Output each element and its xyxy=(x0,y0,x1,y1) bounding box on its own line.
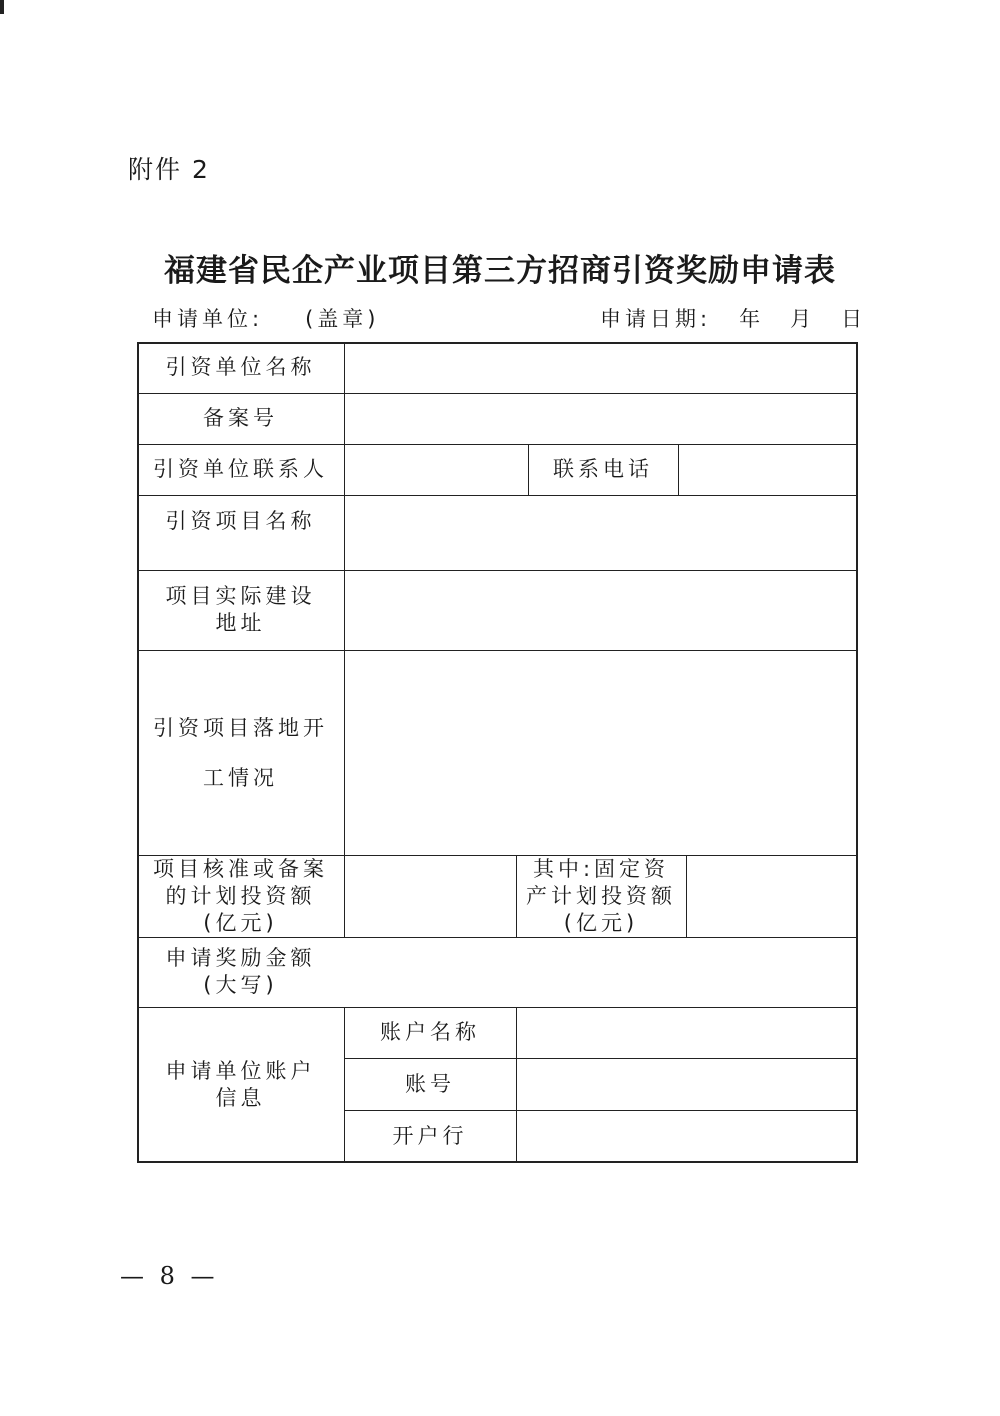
filing-no-field[interactable] xyxy=(344,393,858,444)
day-label: 日 xyxy=(841,307,867,331)
fixed-asset-label: 其中:固定资 产计划投资额 (亿元) xyxy=(526,856,676,935)
filing-no-label: 备案号 xyxy=(203,406,278,430)
landing-status-field[interactable] xyxy=(344,650,858,855)
site-address-field[interactable] xyxy=(344,570,858,650)
stamp-label: (盖章) xyxy=(305,307,380,331)
bank-field[interactable] xyxy=(516,1110,858,1163)
investor-name-label: 引资单位名称 xyxy=(165,355,316,379)
month-label: 月 xyxy=(790,307,816,331)
site-address-label: 项目实际建设 地址 xyxy=(165,584,316,635)
applicant-line xyxy=(152,303,379,333)
project-name-label: 引资项目名称 xyxy=(165,508,316,533)
page-number: — 8 — xyxy=(120,1262,219,1290)
date-label: 申请日期: xyxy=(600,307,712,331)
account-name-field[interactable] xyxy=(516,1007,858,1058)
contact-person-field[interactable] xyxy=(344,444,528,495)
reward-amount-field[interactable] xyxy=(344,937,858,1007)
contact-person-label: 引资单位联系人 xyxy=(153,457,328,481)
scan-edge-mark xyxy=(0,0,4,14)
form-title: 福建省民企产业项目第三方招商引资奖励申请表 xyxy=(164,253,836,289)
fixed-asset-field[interactable] xyxy=(686,855,858,937)
date-line xyxy=(600,303,866,333)
planned-investment-field[interactable] xyxy=(344,855,516,937)
planned-investment-label: 项目核准或备案 的计划投资额 (亿元) xyxy=(153,856,328,935)
account-name-label: 账户名称 xyxy=(380,1020,480,1044)
project-name-field[interactable] xyxy=(344,495,858,570)
reward-amount-label: 申请奖励金额 (大写) xyxy=(165,946,316,997)
phone-field[interactable] xyxy=(678,444,858,495)
investor-name-field[interactable] xyxy=(344,342,858,393)
attachment-label: 附件 2 xyxy=(128,155,210,184)
applicant-label: 申请单位: xyxy=(152,307,264,331)
year-label: 年 xyxy=(739,307,765,331)
account-info-label: 申请单位账户 信息 xyxy=(165,1059,316,1110)
bank-label: 开户行 xyxy=(392,1124,468,1148)
account-no-field[interactable] xyxy=(516,1058,858,1110)
account-no-label: 账号 xyxy=(405,1071,455,1096)
landing-status-label: 引资项目落地开 工情况 xyxy=(153,715,328,790)
phone-label: 联系电话 xyxy=(553,457,653,481)
